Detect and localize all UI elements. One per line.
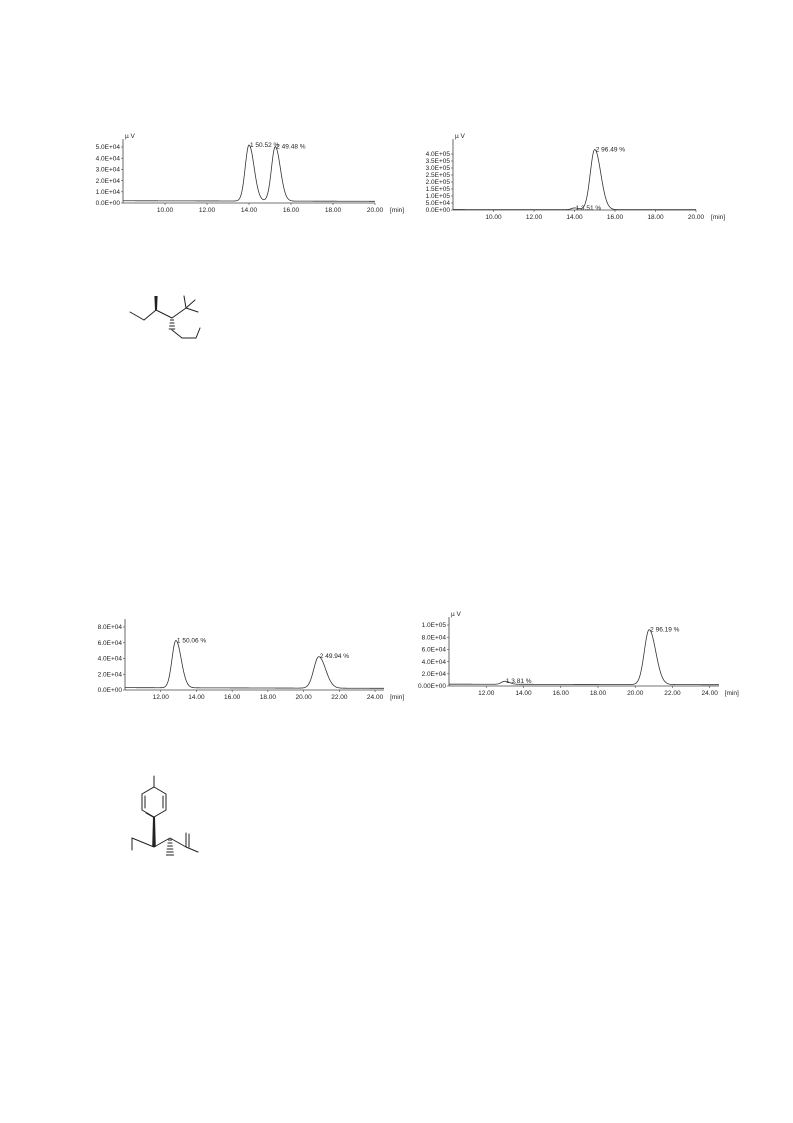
x-tick-label: 18.00 (324, 207, 342, 214)
x-tick-label: 20.00 (366, 207, 384, 214)
y-tick-label: 0.00E+00 (417, 683, 446, 691)
chromatogram-1-plot (0, 125, 405, 235)
chromatogram-trace (449, 630, 719, 685)
y-tick-label: 2.0E+04 (95, 177, 120, 185)
x-tick-label: 20.00 (627, 690, 644, 697)
x-tick-label: 24.00 (701, 690, 718, 697)
y-tick-label: 6.0E+04 (97, 639, 122, 647)
chromatogram-trace (453, 149, 696, 209)
peak-label: 1 50.06 % (176, 637, 207, 645)
y-tick-label: 2.5E+05 (425, 172, 450, 180)
peak-label: 2 96.49 % (595, 146, 626, 154)
x-tick-label: 24.00 (366, 694, 384, 701)
chromatogram-3 (0, 615, 405, 720)
x-tick-label: 16.00 (552, 690, 569, 697)
x-tick-label: 22.00 (331, 694, 348, 701)
x-unit-label: [min] (711, 214, 726, 221)
peak-label: 1 50.52 % (250, 141, 280, 149)
x-tick-label: 10.00 (156, 207, 174, 214)
y-tick-label: 8.0E+04 (97, 624, 122, 632)
y-tick-label: 1.0E+04 (95, 189, 120, 196)
chromatogram-1 (0, 125, 405, 235)
y-tick-label: 6.0E+04 (421, 646, 446, 654)
x-tick-label: 14.00 (240, 207, 258, 214)
chromatogram-2 (396, 125, 793, 235)
molecule-structure-1 (120, 288, 210, 358)
chromatogram-trace (125, 641, 384, 689)
x-tick-label: 22.00 (664, 690, 681, 697)
y-tick-label: 8.0E+04 (421, 634, 446, 642)
x-tick-label: 12.00 (152, 694, 169, 701)
x-tick-label: 18.00 (259, 694, 277, 701)
x-tick-label: 14.00 (566, 214, 583, 221)
chromatogram-4-plot (396, 611, 793, 720)
y-tick-label: 2.0E+04 (421, 671, 446, 678)
y-tick-label: 3.0E+04 (95, 166, 120, 174)
x-tick-label: 20.00 (295, 694, 312, 701)
y-tick-label: 0.0E+00 (425, 207, 450, 215)
peak-label: 2 49.94 % (319, 653, 350, 661)
y-tick-label: 3.0E+05 (425, 165, 450, 173)
y-tick-label: 1.0E+05 (425, 193, 450, 201)
x-unit-label: [min] (724, 690, 739, 697)
x-tick-label: 20.00 (687, 214, 705, 221)
x-tick-label: 16.00 (224, 694, 241, 701)
x-tick-label: 12.00 (525, 214, 543, 221)
y-tick-label: 4.0E+04 (421, 658, 446, 666)
x-tick-label: 12.00 (198, 207, 216, 214)
y-tick-label: 3.5E+05 (425, 158, 450, 166)
chromatogram-2-plot (396, 125, 793, 235)
y-tick-label: 0.0E+00 (95, 200, 120, 208)
y-tick-label: 0.0E+00 (97, 687, 122, 695)
peak-label: 2 49.48 % (276, 143, 306, 151)
x-tick-label: 12.00 (478, 690, 495, 697)
y-unit-label: µ V (451, 611, 461, 618)
x-tick-label: 18.00 (647, 214, 664, 221)
peak-label: 1 3.51 % (575, 204, 602, 212)
x-tick-label: 16.00 (282, 207, 300, 214)
y-tick-label: 2.0E+04 (97, 671, 122, 679)
x-tick-label: 14.00 (515, 690, 532, 697)
x-unit-label: [min] (390, 207, 405, 214)
y-tick-label: 4.0E+04 (97, 655, 122, 663)
y-tick-label: 1.5E+05 (425, 186, 450, 194)
chromatogram-3-plot (0, 615, 405, 720)
x-tick-label: 14.00 (188, 694, 205, 701)
x-tick-label: 10.00 (485, 214, 502, 221)
y-tick-label: 5.0E+04 (425, 200, 450, 208)
y-tick-label: 1.0E+05 (421, 622, 446, 630)
y-tick-label: 4.0E+04 (95, 155, 120, 163)
y-tick-label: 5.0E+04 (95, 144, 120, 152)
x-tick-label: 18.00 (589, 690, 607, 697)
x-unit-label: [min] (390, 694, 405, 701)
peak-label: 1 3.81 % (505, 678, 532, 686)
chromatogram-trace (123, 145, 375, 201)
chromatogram-4 (396, 611, 793, 720)
peak-label: 2 96.19 % (650, 626, 680, 634)
y-tick-label: 4.0E+05 (425, 151, 450, 159)
y-unit-label: µ V (455, 133, 465, 140)
y-tick-label: 2.0E+05 (425, 179, 450, 187)
x-tick-label: 16.00 (606, 214, 624, 221)
y-unit-label: µ V (125, 133, 135, 140)
molecule-structure-2 (118, 772, 218, 877)
